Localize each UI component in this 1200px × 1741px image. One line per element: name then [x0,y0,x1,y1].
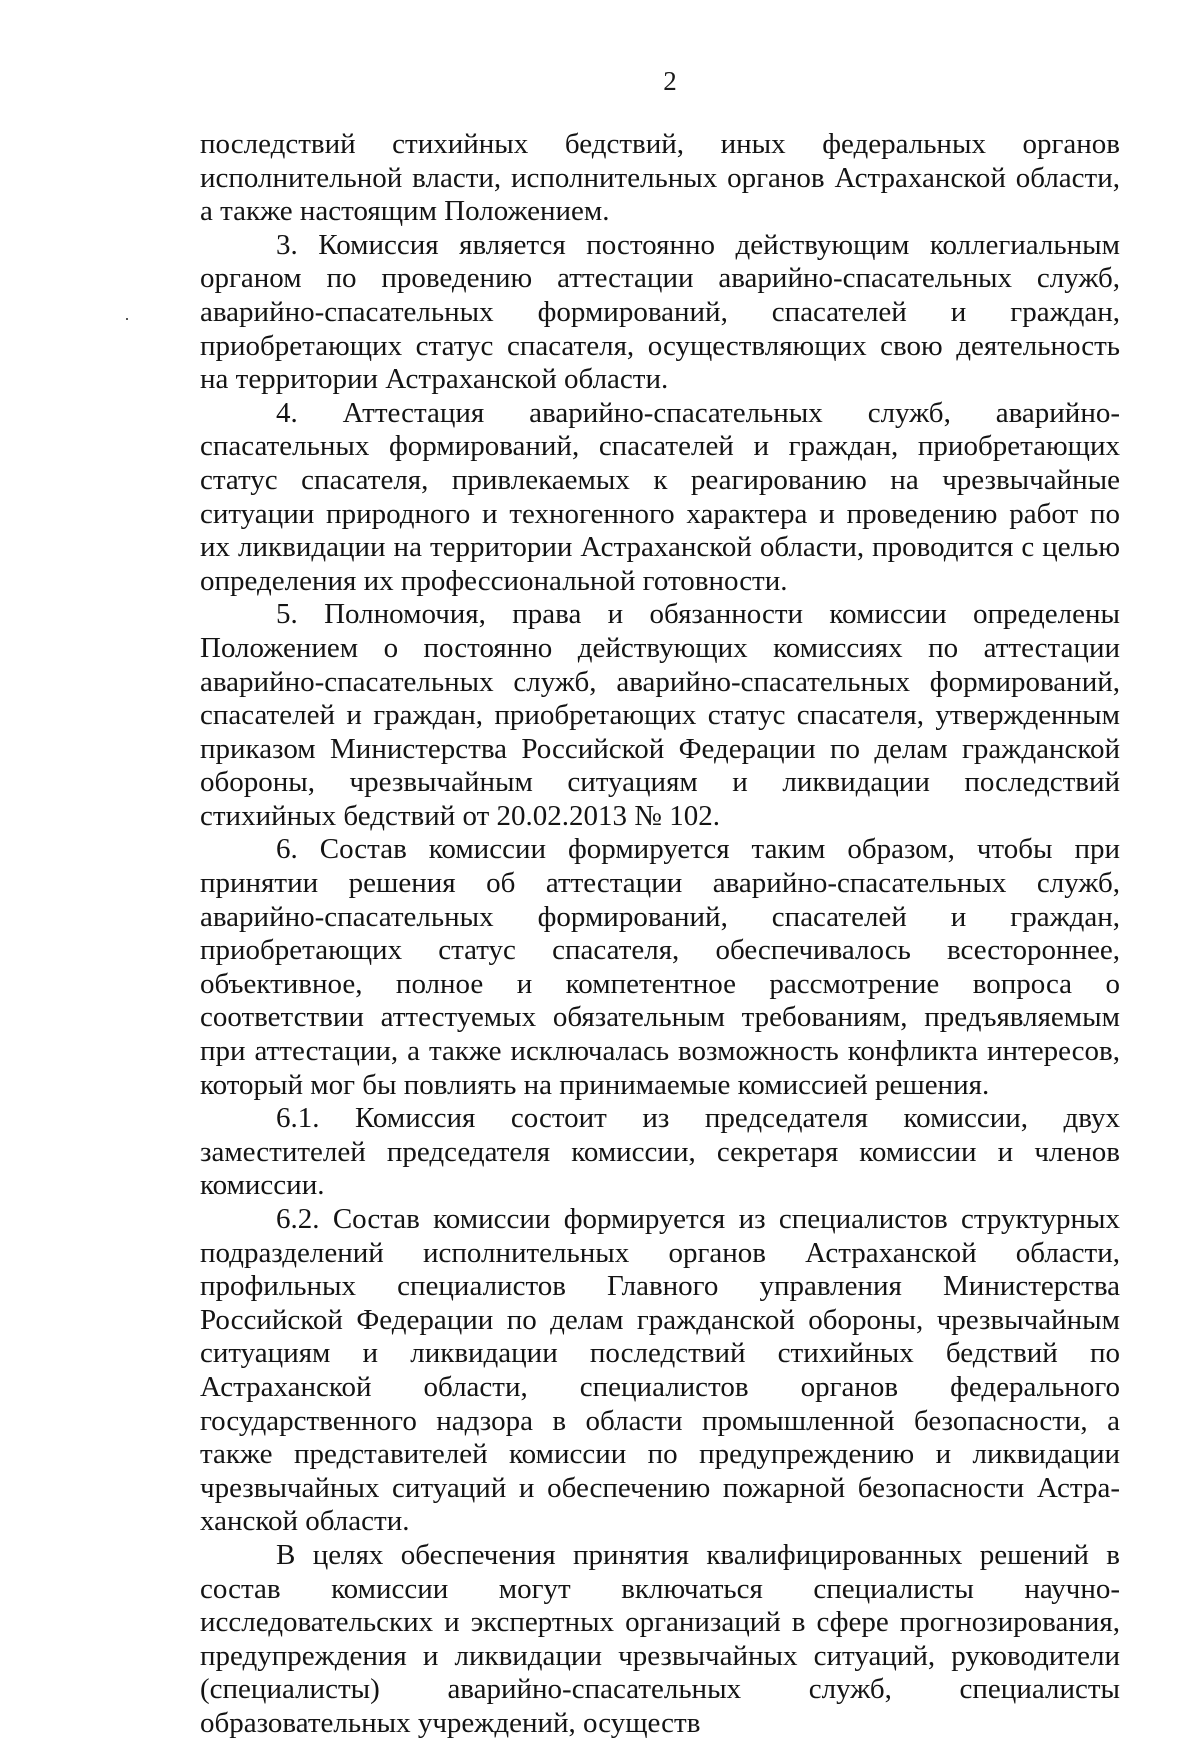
paragraph-3: 3. Комиссия является постоянно действующим коллегиальным органом по проведению аттестации аварийно-спасательных служб, аварийно-спасательных формирований, спасателей и граждан, приобретающих статус спасателя, осуществляющих свою деятельность на территории Астраханской области. [200,228,1120,396]
page-number: 2 [663,66,677,96]
paragraph-6-2: 6.2. Состав комиссии формируется из специалистов структурных подразделений исполнительных органов Астраханской области, профильных специалистов Главного управления Министерства Российской Федерации по делам гражданской обороны, чрезвычайным ситуациям и ликвидации последствий стихийных бедствий по Астраханской области, специалистов органов федерального государственного надзора в области промышленной безопасности, а также представителей комиссии по предупреждению и ликвидации чрезвычайных ситуаций и обеспечению пожарной безопасности Астраханской области. [200,1203,1120,1538]
paragraph-5: 5. Полномочия, права и обязанности комиссии определены Положением о постоянно действующих комиссиях по аттестации аварийно-спасательных служб, аварийно-спасательных формирований, спасателей и граждан, приобретающих статус спасателя, утвержденным приказом Министерства Российской Федерации по делам гражданской обороны, чрезвычайным ситуациям и ликвидации последствий стихийных бедствий от 20.02.2013 № 102. [200,598,1120,832]
paragraph-6-2-addendum: В целях обеспечения принятия квалифицированных решений в состав комиссии могут включаться специалисты научно-исследовательских и экспертных организаций в сфере прогнозирования, предупреждения и ликвидации чрезвычайных ситуаций, руководители (специалисты) аварийно-спасательных служб, специалисты образовательных учреждений, осуществ [200,1538,1120,1739]
paragraph-continuation: последствий стихийных бедствий, иных федеральных органов исполнительной власти, исполнительных органов Астраханской области, а также настоящим Положением. [200,128,1120,228]
scan-speck [126,318,128,320]
paragraph-4: 4. Аттестация аварийно-спасательных служб, аварийно-спасательных формирований, спасателей и граждан, приобретающих статус спасателя, привлекаемых к реагированию на чрезвычайные ситуации природного и техногенного характера и проведению работ по их ликвидации на территории Астраханской области, проводится с целью определения их профессиональной готовности. [200,396,1120,597]
document-body [200,128,1120,1741]
paragraph-6-1: 6.1. Комиссия состоит из председателя комиссии, двух заместителей председателя комиссии, секретаря комиссии и членов комиссии. [200,1102,1120,1202]
paragraph-6: 6. Состав комиссии формируется таким образом, чтобы при принятии решения об аттестации аварийно-спасательных служб, аварийно-спасательных формирований, спасателей и граждан, приобретающих статус спасателя, обеспечивалось всестороннее, объективное, полное и компетентное рассмотрение вопроса о соответствии аттестуемых обязательным требованиям, предъявляемым при аттестации, а также исключалась возможность конфликта интересов, который мог бы повлиять на принимаемые комиссией решения. [200,833,1120,1101]
